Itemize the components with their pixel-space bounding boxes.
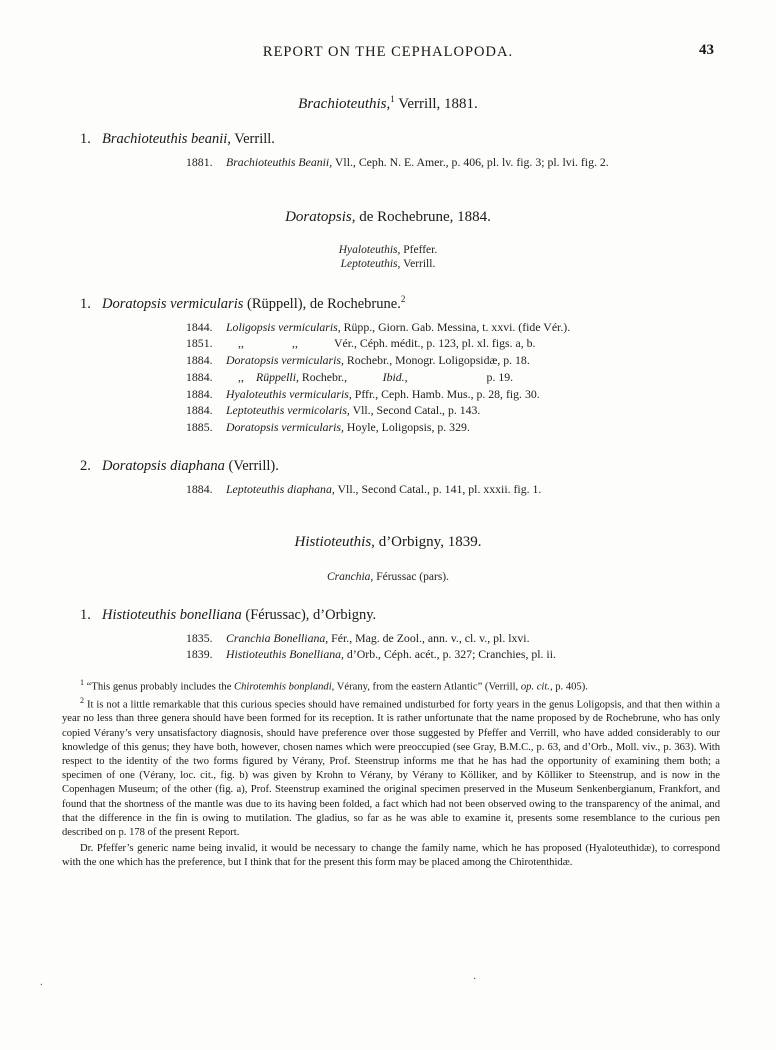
species-author: (Rüppell), de Rochebrune.	[243, 295, 401, 312]
reference-title: Rüppelli,	[256, 369, 299, 384]
synonym-author: Férussac (pars).	[373, 570, 449, 583]
reference-line	[186, 646, 714, 663]
footnote-2	[62, 696, 720, 840]
species-entry-brachioteuthis-beanii	[62, 131, 714, 148]
species-name: Histioteuthis bonelliana	[102, 606, 242, 623]
species-footnote-mark: 2	[400, 293, 406, 304]
genus-name: Histioteuthis,	[294, 533, 375, 550]
ditto-mark: ,,	[238, 336, 244, 351]
reference-title: Loligopsis vermicularis,	[226, 319, 341, 334]
genus-author: d’Orbigny, 1839.	[374, 533, 482, 550]
reference-rest: Vll., Ceph. N. E. Amer., p. 406, pl. lv. fig. 3; pl. lvi. fig. 2.	[332, 155, 609, 169]
footnote-text: It is not a little remarkable that this curious species should have remained undisturbed for forty years in the genus Loligopsis, and that then within a year no less than three genera should have been formed for its reception. It is rather unfortunate that the name proposed by de Rochebrune, who has only copied Vérany’s very unsatisfactory diagnosis, should have preference over those suggested by Pfeffer and Verrill, who have added considerably to our knowledge of this genus; they have both, however, chosen names which were preoccupied (see Gray, B.M.C., p. 63, and d’Orb., Moll. viv., p. 363). With respect to the identity of the two forms figured by Vérany, Prof. Steenstrup informs me that he has had the opportunity of examining them both; a specimen of one (Vérany, loc. cit., fig. b) was given by Krohn to Vérany, by Vérany to Kölliker, and by Kölliker to Steenstrup, and is now in the Copenhagen Museum; of the other (fig. a), Prof. Steenstrup examined the original specimen preserved in the Museum Senkenbergianum, Frankfort, and found that the shortness of the mantle was due to its having been folded, a fact which had not been observed owing to the transparency of the animal, and that the difference in the fin is owing to mutilation. The gladius, so far as he was able to examine it, presents some resemblance to the curious pen described on p. 178 of the present Report.	[62, 699, 720, 838]
genus-name: Doratopsis,	[285, 208, 356, 225]
reference-year: 1884.	[186, 386, 213, 401]
species-author: Verrill.	[230, 131, 275, 147]
reference-rest: Vll., Second Catal., p. 141, pl. xxxii. fig. 1.	[334, 481, 542, 496]
reference-rest: Vll., Second Catal., p. 143.	[349, 403, 481, 418]
reference-line	[186, 630, 714, 647]
genus-heading-histioteuthis	[62, 534, 714, 551]
reference-list-brachioteuthis-beanii	[62, 154, 714, 171]
footnote-mark: 2	[80, 695, 84, 705]
footnote-text-b: Vérany, from the eastern Atlantic” (Verrill,	[334, 681, 521, 693]
reference-year: 1881.	[186, 155, 213, 169]
reference-rest: Vér., Céph. médit., p. 123, pl. xl. figs. a, b.	[334, 336, 536, 351]
genus-heading-brachioteuthis	[62, 94, 714, 113]
margin-dot-right: .	[473, 970, 476, 982]
species-name: Brachioteuthis beanii,	[102, 131, 231, 147]
footnote-1	[62, 678, 720, 695]
running-title: REPORT ON THE CEPHALOPODA.	[262, 44, 514, 60]
genus-heading-doratopsis	[62, 209, 714, 226]
reference-title: Doratopsis vermicularis,	[226, 353, 344, 368]
reference-line	[186, 419, 714, 436]
reference-title: Brachioteuthis Beanii,	[226, 155, 333, 169]
species-entry-doratopsis-diaphana	[62, 458, 714, 475]
reference-ibid: Ibid.,	[382, 369, 408, 384]
species-number: 2.	[80, 457, 91, 474]
reference-line	[186, 369, 714, 386]
reference-year: 1839.	[186, 647, 213, 662]
ditto-mark: ,,	[238, 369, 244, 384]
page-number: 43	[699, 42, 714, 58]
footnote-italic-b: op. cit.,	[520, 681, 553, 693]
reference-year: 1884.	[186, 481, 213, 496]
reference-rest: d’Orb., Céph. acét., p. 327; Cranchies, pl. ii.	[343, 647, 556, 662]
reference-title: Cranchia Bonelliana,	[226, 630, 329, 645]
footnote-mark: 1	[80, 678, 84, 687]
reference-rest: Fér., Mag. de Zool., ann. v., cl. v., pl. lxvi.	[328, 630, 530, 645]
reference-title: Hyaloteuthis vermicularis,	[226, 386, 352, 401]
reference-rest: Pffr., Ceph. Hamb. Mus., p. 28, fig. 30.	[351, 386, 540, 401]
page-header	[62, 44, 714, 72]
reference-line	[186, 386, 714, 403]
genus-synonym	[62, 258, 714, 270]
genus-author: Verrill, 1881.	[394, 96, 478, 112]
synonym-name: Cranchia,	[326, 570, 374, 583]
genus-name: Brachioteuthis,	[298, 96, 391, 112]
species-number: 1.	[80, 131, 91, 147]
species-name: Doratopsis diaphana	[102, 457, 225, 474]
footnote-block	[62, 678, 720, 872]
reference-year: 1885.	[186, 420, 213, 435]
reference-list-doratopsis-vermicularis	[62, 319, 714, 436]
reference-year: 1835.	[186, 630, 213, 645]
reference-line	[186, 335, 714, 352]
ditto-mark: ,,	[292, 336, 298, 351]
reference-rest: Rochebr., Monogr. Loligopsidæ, p. 18.	[343, 353, 530, 368]
reference-line	[186, 352, 714, 369]
reference-list-doratopsis-diaphana	[62, 481, 714, 498]
species-entry-histioteuthis-bonelliana	[62, 607, 714, 624]
footnote-3	[62, 842, 720, 870]
species-author: (Férussac), d’Orbigny.	[241, 606, 377, 623]
synonym-name: Leptoteuthis,	[340, 257, 401, 270]
reference-title: Leptoteuthis vermicolaris,	[226, 403, 350, 418]
reference-page: p. 19.	[486, 369, 514, 384]
genus-footnote-mark: 1	[390, 94, 395, 104]
reference-title: Histioteuthis Bonelliana,	[226, 647, 344, 662]
synonym-name: Hyaloteuthis,	[338, 243, 401, 256]
genus-author: de Rochebrune, 1884.	[355, 208, 491, 225]
reference-rest: Rochebr.,	[298, 369, 348, 384]
reference-year: 1884.	[186, 353, 213, 368]
genus-synonym	[62, 244, 714, 256]
reference-year: 1851.	[186, 336, 213, 351]
reference-rest: Hoyle, Loligopsis, p. 329.	[343, 420, 470, 435]
species-number: 1.	[80, 295, 91, 312]
reference-year: 1844.	[186, 319, 213, 334]
reference-line	[186, 154, 714, 171]
genus-synonym	[62, 571, 714, 583]
margin-dot-left: .	[40, 976, 43, 988]
reference-line	[186, 402, 714, 419]
species-entry-doratopsis-vermicularis	[62, 294, 714, 313]
footnote-text: Dr. Pfeffer’s generic name being invalid, it would be necessary to change the family name, which he has proposed (Hyaloteuthidæ), to correspond with the one which has the preference, but I think that for the present this form may be placed among the Chirotenthidæ.	[62, 843, 720, 869]
reference-list-histioteuthis-bonelliana	[62, 630, 714, 664]
reference-title: Leptoteuthis diaphana,	[226, 481, 335, 496]
species-number: 1.	[80, 606, 91, 623]
footnote-italic-a: Chirotemhis bonplandi,	[234, 681, 335, 693]
footnote-text-a: “This genus probably includes the	[84, 681, 235, 693]
reference-title: Doratopsis vermicularis,	[226, 420, 344, 435]
footnote-text-c: p. 405).	[552, 681, 588, 693]
species-author: (Verrill).	[224, 457, 279, 474]
reference-line	[186, 481, 714, 498]
reference-rest: Rüpp., Giorn. Gab. Messina, t. xxvi. (fide Vér.).	[340, 319, 571, 334]
synonym-author: Verrill.	[400, 257, 436, 270]
synonym-author: Pfeffer.	[400, 243, 438, 256]
reference-line	[186, 319, 714, 336]
reference-year: 1884.	[186, 369, 213, 384]
species-name: Doratopsis vermicularis	[102, 295, 244, 312]
reference-year: 1884.	[186, 403, 213, 418]
